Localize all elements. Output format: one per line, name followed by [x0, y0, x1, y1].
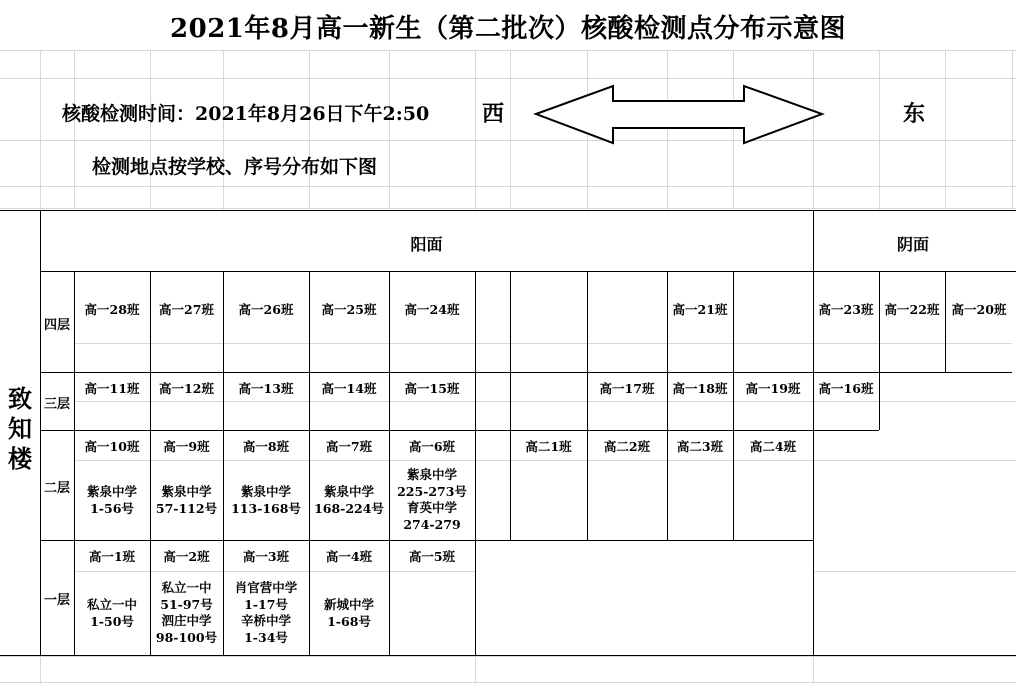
section-shade: 阴面	[896, 235, 929, 254]
class-cell: 高一19班	[745, 381, 801, 396]
class-cell: 高一15班	[404, 381, 460, 396]
class-cell: 高一10班	[84, 439, 140, 454]
floor-label-4: 四层	[43, 318, 70, 333]
class-cell: 高一17班	[599, 381, 655, 396]
class-cell: 高一27班	[159, 302, 214, 317]
class-cell: 高一20班	[951, 302, 1007, 317]
floor-label-1: 一层	[43, 593, 70, 608]
test-time: 核酸检测时间：2021年8月26日下午2:50	[62, 103, 430, 125]
building-label: 致 知 楼	[8, 384, 32, 473]
school-assignment: 紫泉中学 225-273号 育英中学 274-279	[397, 467, 467, 532]
school-assignment: 私立一中 1-50号	[86, 597, 137, 629]
class-cell: 高一6班	[408, 439, 456, 454]
class-cell: 高一2班	[163, 549, 210, 564]
location-note: 检测地点按学校、序号分布如下图	[92, 156, 378, 178]
class-cell: 高一8班	[242, 439, 290, 454]
class-cell: 高一9班	[163, 439, 210, 454]
west-label: 西	[482, 101, 505, 127]
class-cell: 高一13班	[238, 381, 294, 396]
west-east-arrow	[536, 86, 822, 143]
class-cell: 高一23班	[818, 302, 874, 317]
class-cell: 高一1班	[88, 549, 136, 564]
class-cell: 高一25班	[321, 302, 377, 317]
school-assignment: 紫泉中学 168-224号	[314, 484, 384, 516]
class-cell: 高一12班	[159, 381, 214, 396]
school-assignment: 紫泉中学 57-112号	[155, 484, 218, 516]
class-cell: 高一26班	[238, 302, 294, 317]
class-cell: 高一16班	[818, 381, 874, 396]
class-cell: 高一22班	[884, 302, 940, 317]
school-assignment: 新城中学 1-68号	[323, 597, 374, 629]
class-cell: 高一5班	[408, 549, 456, 564]
class-cell: 高一21班	[672, 302, 728, 317]
school-assignment: 紫泉中学 113-168号	[231, 484, 301, 516]
class-cell: 高一14班	[321, 381, 377, 396]
class-cell: 高一4班	[325, 549, 373, 564]
class-cell: 高一18班	[672, 381, 728, 396]
class-cell: 高二1班	[525, 439, 572, 454]
class-cell: 高一7班	[325, 439, 373, 454]
school-assignment: 肖官营中学 1-17号 辛桥中学 1-34号	[234, 580, 298, 645]
class-cell: 高二3班	[676, 439, 724, 454]
page-title: 2021年8月高一新生（第二批次）核酸检测点分布示意图	[170, 14, 846, 44]
class-cell: 高一28班	[84, 302, 140, 317]
floor-label-2: 二层	[43, 481, 70, 496]
class-cell: 高二2班	[603, 439, 651, 454]
class-cell: 高二4班	[749, 439, 797, 454]
floor-label-3: 三层	[43, 397, 70, 412]
school-assignment: 紫泉中学 1-56号	[86, 484, 137, 516]
section-sunny: 阳面	[410, 235, 443, 254]
class-cell: 高一3班	[242, 549, 290, 564]
class-cell: 高一11班	[84, 381, 140, 396]
class-cell: 高一24班	[404, 302, 460, 317]
school-assignment: 私立一中 51-97号 泗庄中学 98-100号	[155, 580, 218, 645]
east-label: 东	[903, 101, 926, 127]
